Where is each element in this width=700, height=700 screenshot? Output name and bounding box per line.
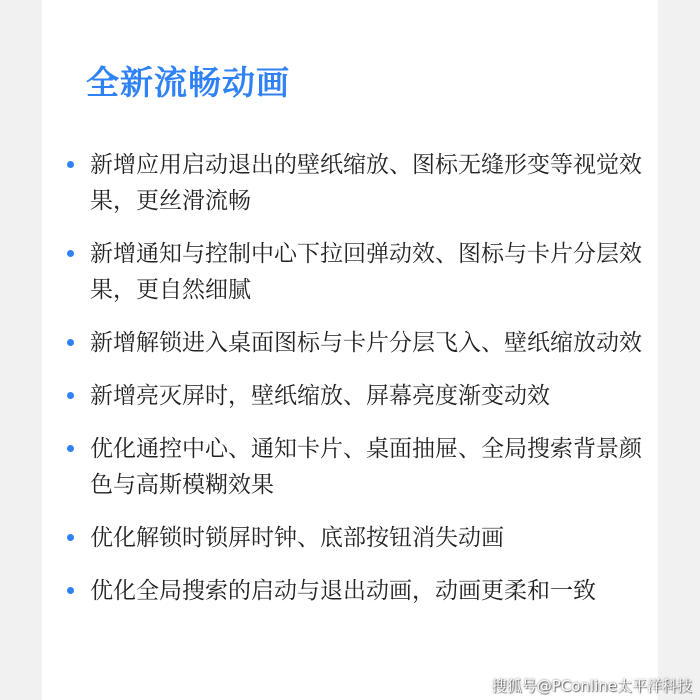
bullet-icon (67, 445, 74, 452)
list-item (42, 236, 658, 308)
bullet-icon (67, 587, 74, 594)
list-item (42, 573, 658, 609)
list-item (42, 431, 658, 503)
bullet-icon (67, 339, 74, 346)
list-item (42, 378, 658, 414)
list-item-text: 新增解锁进入桌面图标与卡片分层飞入、壁纸缩放动效 (90, 330, 642, 356)
source-watermark: 搜狐号@PConline太平洋科技 (491, 677, 692, 695)
bullet-icon (67, 392, 74, 399)
list-item-text: 优化全局搜索的启动与退出动画，动画更柔和一致 (90, 578, 596, 604)
bullet-icon (67, 250, 74, 257)
page-title: 全新流畅动画 (86, 63, 290, 102)
content-card (42, 0, 658, 700)
list-item (42, 147, 658, 219)
list-item-text: 优化通控中心、通知卡片、桌面抽屉、全局搜索背景颜色与高斯模糊效果 (90, 436, 642, 498)
list-item (42, 325, 658, 361)
bullet-icon (67, 534, 74, 541)
list-item (42, 520, 658, 556)
bullet-icon (67, 161, 74, 168)
list-item-text: 新增应用启动退出的壁纸缩放、图标无缝形变等视觉效果，更丝滑流畅 (90, 152, 642, 214)
list-item-text: 新增亮灭屏时，壁纸缩放、屏幕亮度渐变动效 (90, 383, 550, 409)
feature-list (42, 147, 658, 626)
list-item-text: 优化解锁时锁屏时钟、底部按钮消失动画 (90, 525, 504, 551)
list-item-text: 新增通知与控制中心下拉回弹动效、图标与卡片分层效果，更自然细腻 (90, 241, 642, 303)
